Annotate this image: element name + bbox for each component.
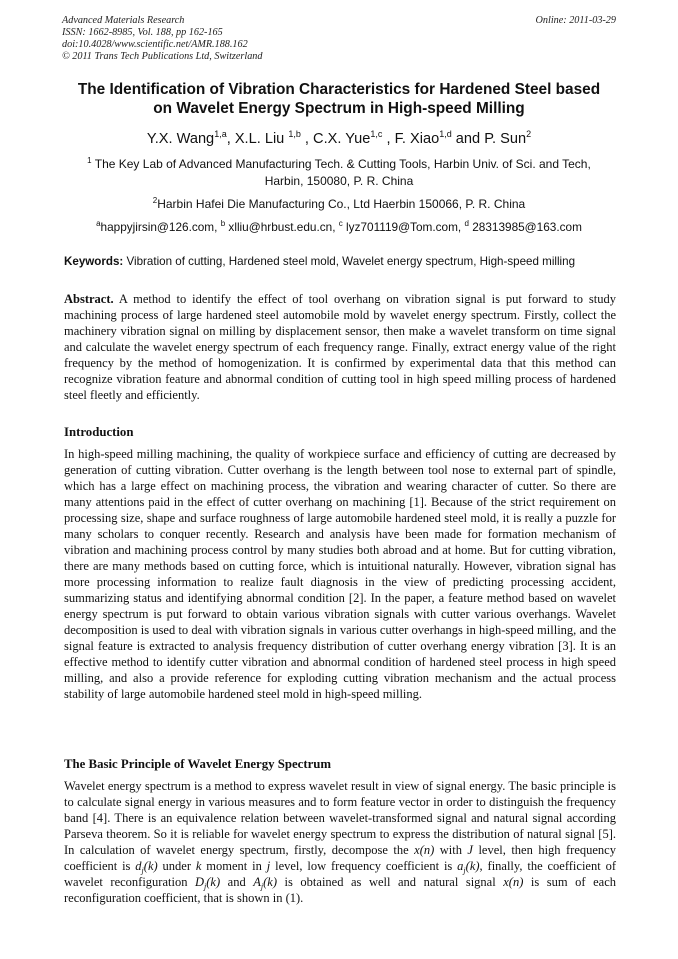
author-emails	[40, 219, 638, 236]
author-name: F. Xiao	[394, 131, 440, 147]
keywords-line	[64, 254, 616, 269]
issn-line: ISSN: 1662-8985, Vol. 188, pp 162-165	[62, 27, 223, 38]
text-run: and	[220, 875, 254, 889]
title-line-2: on Wavelet Energy Spectrum in High-speed Milling	[153, 100, 525, 117]
author-separator: ,	[226, 131, 235, 147]
doi-line: doi:10.4028/www.scientific.net/AMR.188.162	[62, 39, 248, 50]
math-var: d	[135, 859, 142, 873]
math-var: (k)	[263, 875, 278, 889]
abstract-text: A method to identify the effect of tool overhang on vibration signal is put forward to study machining process of large hardened steel automobile mold by wavelet energy spectrum. Firstly, collect the machinery vibration signal on milling by displacement sensor, then make a wavelet transform on time signal and calculate the wavelet energy spectrum of each frequency range. Finally, extract energy value of the right frequency by the method of homogenization. It is confirmed by experimental data that this method can recognize vibration feature and abnormal condition of cutting tool in high speed milling process of hardened steel fleetly and efficiently.	[64, 292, 616, 402]
author-affiliation-mark: 1,d	[439, 129, 452, 139]
math-subscript: j	[141, 866, 144, 875]
text-run: is obtained as well and natural signal	[277, 875, 504, 889]
affiliation-2	[40, 196, 638, 213]
affiliation-mark: 2	[152, 196, 158, 205]
math-subscript: j	[463, 866, 466, 875]
text-run: under	[157, 859, 196, 873]
math-var: (k)	[465, 859, 480, 873]
text-run: Wavelet energy spectrum is a method to express wavelet result in view of signal energy. The basic principle is to calculate signal energy in various measures and to form feature vector in order to distinguish the frequency band [4]. There is an equivalence relation between wavelet-transformed signal and natural signal according Parseva theorem. So it is reliable for wavelet energy spectrum to express the distribution of natural signal [5]. In calculation of wavelet energy spectrum, firstly, decompose the	[64, 779, 616, 857]
email-address: 28313985@163.com	[468, 220, 582, 234]
email-mark: d	[464, 219, 469, 228]
author-affiliation-mark: 1,c	[370, 129, 383, 139]
copyright-line: © 2011 Trans Tech Publications Ltd, Switzerland	[62, 51, 263, 62]
text-run: is sum of each reconfiguration coefficient, that is shown in (1).	[64, 875, 616, 905]
keywords-label: Keywords:	[64, 255, 124, 268]
math-var: (k)	[143, 859, 158, 873]
affiliation-2-text: Harbin Hafei Die Manufacturing Co., Ltd Haerbin 150066, P. R. China	[157, 197, 526, 211]
affiliation-1-line-1: The Key Lab of Advanced Manufacturing Tech. & Cutting Tools, Harbin Univ. of Sci. and Tech,	[91, 157, 591, 171]
author-separator: ,	[382, 131, 395, 147]
math-var: x(n)	[414, 843, 435, 857]
math-var: J	[467, 843, 473, 857]
author-list	[40, 130, 638, 148]
author-affiliation-mark: 1,a	[214, 129, 227, 139]
author-name: P. Sun	[484, 131, 527, 147]
math-var: (k)	[206, 875, 221, 889]
author-affiliation-mark: 1,b	[288, 129, 301, 139]
text-run: , finally, the coefficient of wavelet reconfiguration	[64, 859, 616, 889]
text-run: level, low frequency coefficient is	[270, 859, 458, 873]
email-address: xlliu@hrbust.edu.cn,	[225, 220, 339, 234]
paper-title	[40, 80, 638, 118]
author-name: Y.X. Wang	[146, 131, 215, 147]
math-var: j	[266, 859, 271, 873]
author-name: X.L. Liu	[234, 131, 289, 147]
basic-principle-paragraph	[64, 778, 616, 906]
abstract-label: Abstract.	[64, 292, 114, 306]
email-mark: c	[338, 219, 343, 228]
introduction-heading: Introduction	[64, 425, 134, 439]
email-mark: b	[220, 219, 226, 228]
math-subscript: j	[204, 882, 207, 891]
author-name: C.X. Yue	[313, 131, 371, 147]
email-mark: a	[96, 219, 101, 228]
title-line-1: The Identification of Vibration Characteristics for Hardened Steel based	[77, 81, 601, 98]
math-var: k	[195, 859, 202, 873]
math-subscript: j	[260, 882, 264, 891]
basic-principle-heading: The Basic Principle of Wavelet Energy Spectrum	[64, 757, 332, 771]
author-affiliation-mark: 2	[526, 129, 532, 139]
math-var: a	[457, 859, 464, 873]
math-var: x(n)	[503, 875, 524, 889]
online-date: Online: 2011-03-29	[535, 15, 616, 26]
introduction-paragraph: In high-speed milling machining, the quality of workpiece surface and efficiency of cutting are decreased by generation of cutting vibration. Cutter overhang is the length between tool nose to external part of spindle, which has a large effect on machining process, the vibration and wearing character of cutter. So there are many attentions paid in the effect of cutter overhang on machining [1]. Because of the strict requirement on processing size, shape and surface roughness of large automobile hardened steel mold, it is really a puzzle for many scholars to conquer recently. Research and analysis have been made for formation mechanism of vibration and machining process control by many studies both abroad and at home. But for cutting vibration, there are many methods based on cutting force, which is intuitional naturally. However, vibration signal has more processing information to realize fault diagnosis in the view of predicting processing accident, summarizing status and identifying abnormal condition [2]. In the paper, a feature method based on wavelet energy spectrum is put forward to obtain various vibration signals with cutter various overhangs. Wavelet decomposition is used to deal with vibration signals in various cutter overhangs in high-speed milling, and the signal feature is extracted to analysis frequency distribution of cutter overhang energy vibration [3]. It is an effective method to identify cutter vibration and abnormal condition of hardened steel process in high speed milling, and also a provide reference for exploding cutting vibration mechanism and the actual process stability of large automobile hardened steel mold in high-speed milling.	[64, 447, 616, 701]
journal-header	[62, 15, 262, 63]
text-run: with	[434, 843, 468, 857]
affiliation-1	[40, 156, 638, 190]
text-run: level, then high frequency coefficient is	[64, 843, 616, 873]
math-var: D	[195, 875, 205, 889]
email-address: happyjirsin@126.com,	[100, 220, 221, 234]
affiliation-1-line-2: Harbin, 150080, P. R. China	[264, 174, 414, 188]
keywords-text: Vibration of cutting, Hardened steel mold, Wavelet energy spectrum, High-speed milling	[123, 255, 576, 268]
text-run: moment in	[201, 859, 267, 873]
email-address: lyz701119@Tom.com,	[342, 220, 465, 234]
author-separator: ,	[300, 131, 314, 147]
math-var: A	[253, 875, 261, 889]
abstract-paragraph	[64, 291, 616, 403]
journal-name: Advanced Materials Research	[62, 15, 185, 26]
affiliation-mark: 1	[87, 156, 92, 165]
author-separator: and	[451, 131, 485, 147]
